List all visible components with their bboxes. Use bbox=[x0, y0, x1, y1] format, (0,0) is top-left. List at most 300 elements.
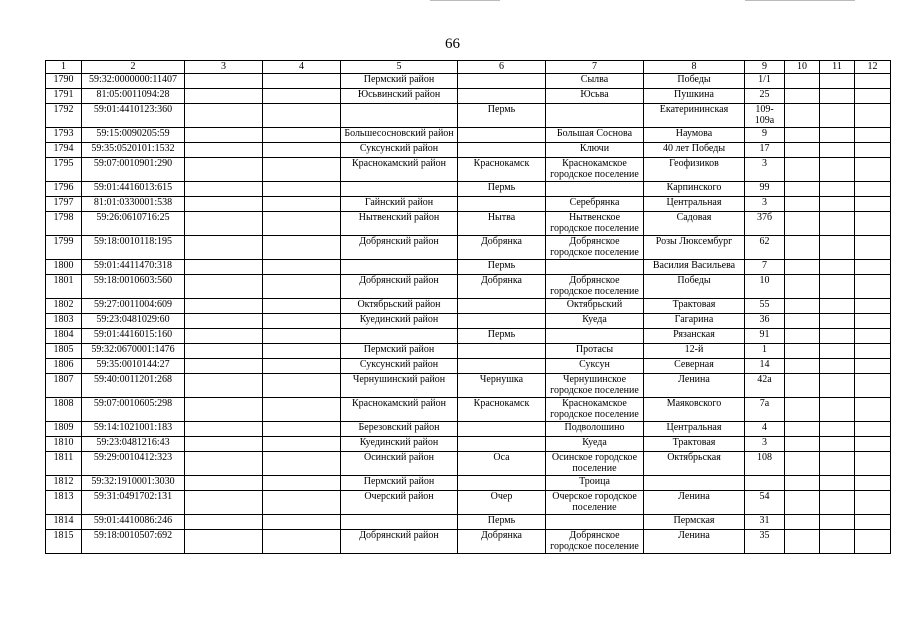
empty-cell bbox=[263, 452, 341, 476]
empty-cell bbox=[855, 143, 891, 158]
empty-cell bbox=[185, 422, 263, 437]
row-number-cell: 1793 bbox=[46, 128, 82, 143]
empty-cell bbox=[263, 422, 341, 437]
street-cell: Трактовая bbox=[644, 437, 745, 452]
house-number-cell: 1 bbox=[745, 344, 785, 359]
empty-cell bbox=[820, 212, 855, 236]
empty-cell bbox=[785, 182, 820, 197]
street-cell: Садовая bbox=[644, 212, 745, 236]
district-cell: Суксунский район bbox=[341, 359, 458, 374]
empty-cell bbox=[855, 374, 891, 398]
scan-top-line-left bbox=[430, 0, 500, 1]
empty-cell bbox=[185, 236, 263, 260]
column-header: 5 bbox=[341, 61, 458, 74]
empty-cell bbox=[263, 491, 341, 515]
empty-cell bbox=[855, 476, 891, 491]
city-cell: Очер bbox=[458, 491, 546, 515]
street-cell: Розы Люксембург bbox=[644, 236, 745, 260]
empty-cell bbox=[820, 260, 855, 275]
street-cell: Октябрьская bbox=[644, 452, 745, 476]
city-cell: Пермь bbox=[458, 260, 546, 275]
cadastral-number-cell: 59:27:0011004:609 bbox=[82, 299, 185, 314]
empty-cell bbox=[185, 314, 263, 329]
district-cell: Добрянский район bbox=[341, 275, 458, 299]
city-cell: Нытва bbox=[458, 212, 546, 236]
street-cell: Северная bbox=[644, 359, 745, 374]
district-cell: Пермский район bbox=[341, 74, 458, 89]
district-cell bbox=[341, 329, 458, 344]
empty-cell bbox=[263, 236, 341, 260]
empty-cell bbox=[263, 437, 341, 452]
table-row bbox=[46, 398, 891, 422]
empty-cell bbox=[185, 515, 263, 530]
empty-cell bbox=[785, 452, 820, 476]
empty-cell bbox=[820, 437, 855, 452]
street-cell: Маяковского bbox=[644, 398, 745, 422]
empty-cell bbox=[185, 491, 263, 515]
empty-cell bbox=[820, 515, 855, 530]
column-header: 8 bbox=[644, 61, 745, 74]
page-number: 66 bbox=[445, 36, 460, 52]
row-number-cell: 1811 bbox=[46, 452, 82, 476]
table-row bbox=[46, 74, 891, 89]
empty-cell bbox=[263, 89, 341, 104]
empty-cell bbox=[263, 197, 341, 212]
settlement-cell: Куеда bbox=[546, 314, 644, 329]
cadastral-number-cell: 59:23:0481029:60 bbox=[82, 314, 185, 329]
empty-cell bbox=[855, 275, 891, 299]
cadastral-number-cell: 59:32:0670001:1476 bbox=[82, 344, 185, 359]
column-header: 11 bbox=[820, 61, 855, 74]
settlement-cell: Очерское городское поселение bbox=[546, 491, 644, 515]
empty-cell bbox=[185, 212, 263, 236]
row-number-cell: 1790 bbox=[46, 74, 82, 89]
empty-cell bbox=[185, 374, 263, 398]
empty-cell bbox=[263, 476, 341, 491]
house-number-cell: 108 bbox=[745, 452, 785, 476]
empty-cell bbox=[263, 515, 341, 530]
row-number-cell: 1796 bbox=[46, 182, 82, 197]
row-number-cell: 1808 bbox=[46, 398, 82, 422]
street-cell: Рязанская bbox=[644, 329, 745, 344]
empty-cell bbox=[820, 182, 855, 197]
settlement-cell: Троица bbox=[546, 476, 644, 491]
settlement-cell: Сылва bbox=[546, 74, 644, 89]
empty-cell bbox=[785, 89, 820, 104]
house-number-cell: 3 bbox=[745, 437, 785, 452]
house-number-cell: 37б bbox=[745, 212, 785, 236]
empty-cell bbox=[185, 398, 263, 422]
settlement-cell: Октябрьский bbox=[546, 299, 644, 314]
street-cell: Карпинского bbox=[644, 182, 745, 197]
city-cell: Добрянка bbox=[458, 236, 546, 260]
empty-cell bbox=[785, 128, 820, 143]
empty-cell bbox=[820, 344, 855, 359]
table-row bbox=[46, 452, 891, 476]
settlement-cell: Ключи bbox=[546, 143, 644, 158]
cadastral-number-cell: 59:01:4410086:246 bbox=[82, 515, 185, 530]
empty-cell bbox=[185, 530, 263, 554]
street-cell: Геофизиков bbox=[644, 158, 745, 182]
city-cell: Чернушка bbox=[458, 374, 546, 398]
empty-cell bbox=[820, 197, 855, 212]
empty-cell bbox=[785, 491, 820, 515]
house-number-cell bbox=[745, 476, 785, 491]
empty-cell bbox=[855, 158, 891, 182]
empty-cell bbox=[785, 260, 820, 275]
cadastral-number-cell: 59:07:0010605:298 bbox=[82, 398, 185, 422]
empty-cell bbox=[785, 275, 820, 299]
house-number-cell: 3 bbox=[745, 197, 785, 212]
table-row bbox=[46, 260, 891, 275]
empty-cell bbox=[185, 275, 263, 299]
city-cell bbox=[458, 359, 546, 374]
empty-cell bbox=[785, 314, 820, 329]
house-number-cell: 55 bbox=[745, 299, 785, 314]
empty-cell bbox=[820, 530, 855, 554]
row-number-cell: 1815 bbox=[46, 530, 82, 554]
city-cell bbox=[458, 197, 546, 212]
house-number-cell: 109-109а bbox=[745, 104, 785, 128]
street-cell: Пермская bbox=[644, 515, 745, 530]
district-cell: Чернушинский район bbox=[341, 374, 458, 398]
empty-cell bbox=[185, 89, 263, 104]
empty-cell bbox=[185, 158, 263, 182]
settlement-cell: Юсьва bbox=[546, 89, 644, 104]
empty-cell bbox=[263, 275, 341, 299]
empty-cell bbox=[820, 275, 855, 299]
empty-cell bbox=[820, 128, 855, 143]
empty-cell bbox=[785, 197, 820, 212]
house-number-cell: 10 bbox=[745, 275, 785, 299]
cadastral-number-cell: 59:18:0010118:195 bbox=[82, 236, 185, 260]
street-cell: Центральная bbox=[644, 197, 745, 212]
column-header: 3 bbox=[185, 61, 263, 74]
table-row bbox=[46, 422, 891, 437]
settlement-cell: Суксун bbox=[546, 359, 644, 374]
settlement-cell: Серебрянка bbox=[546, 197, 644, 212]
settlement-cell bbox=[546, 329, 644, 344]
district-cell: Краснокамский район bbox=[341, 398, 458, 422]
city-cell bbox=[458, 299, 546, 314]
empty-cell bbox=[855, 197, 891, 212]
empty-cell bbox=[820, 299, 855, 314]
city-cell: Оса bbox=[458, 452, 546, 476]
settlement-cell: Куеда bbox=[546, 437, 644, 452]
empty-cell bbox=[785, 299, 820, 314]
table-row bbox=[46, 437, 891, 452]
city-cell: Добрянка bbox=[458, 530, 546, 554]
cadastral-number-cell: 59:01:4416015:160 bbox=[82, 329, 185, 344]
city-cell bbox=[458, 437, 546, 452]
empty-cell bbox=[185, 452, 263, 476]
row-number-cell: 1792 bbox=[46, 104, 82, 128]
cadastral-number-cell: 59:01:4411470:318 bbox=[82, 260, 185, 275]
empty-cell bbox=[855, 260, 891, 275]
cadastral-number-cell: 59:01:4416013:615 bbox=[82, 182, 185, 197]
district-cell: Пермский район bbox=[341, 476, 458, 491]
row-number-cell: 1802 bbox=[46, 299, 82, 314]
district-cell: Куединский район bbox=[341, 437, 458, 452]
empty-cell bbox=[263, 128, 341, 143]
table-row bbox=[46, 104, 891, 128]
cadastral-number-cell: 59:31:0491702:131 bbox=[82, 491, 185, 515]
district-cell: Куединский район bbox=[341, 314, 458, 329]
empty-cell bbox=[820, 452, 855, 476]
street-cell bbox=[644, 476, 745, 491]
house-number-cell: 25 bbox=[745, 89, 785, 104]
city-cell bbox=[458, 74, 546, 89]
empty-cell bbox=[785, 329, 820, 344]
empty-cell bbox=[785, 515, 820, 530]
empty-cell bbox=[785, 374, 820, 398]
cadastral-number-cell: 59:15:0090205:59 bbox=[82, 128, 185, 143]
row-number-cell: 1801 bbox=[46, 275, 82, 299]
empty-cell bbox=[785, 158, 820, 182]
empty-cell bbox=[855, 104, 891, 128]
street-cell: 12-й bbox=[644, 344, 745, 359]
city-cell bbox=[458, 128, 546, 143]
street-cell: Ленина bbox=[644, 491, 745, 515]
empty-cell bbox=[185, 197, 263, 212]
empty-cell bbox=[785, 422, 820, 437]
column-header: 9 bbox=[745, 61, 785, 74]
table-row bbox=[46, 89, 891, 104]
table-row bbox=[46, 530, 891, 554]
cadastral-number-cell: 59:32:1910001:3030 bbox=[82, 476, 185, 491]
empty-cell bbox=[263, 212, 341, 236]
empty-cell bbox=[263, 158, 341, 182]
empty-cell bbox=[785, 437, 820, 452]
district-cell: Очерский район bbox=[341, 491, 458, 515]
column-header: 12 bbox=[855, 61, 891, 74]
house-number-cell: 35 bbox=[745, 530, 785, 554]
table-row bbox=[46, 143, 891, 158]
empty-cell bbox=[785, 344, 820, 359]
column-header: 6 bbox=[458, 61, 546, 74]
house-number-cell: 3 bbox=[745, 158, 785, 182]
empty-cell bbox=[263, 143, 341, 158]
table-row bbox=[46, 299, 891, 314]
house-number-cell: 36 bbox=[745, 314, 785, 329]
city-cell bbox=[458, 314, 546, 329]
column-header: 4 bbox=[263, 61, 341, 74]
district-cell: Гайнский район bbox=[341, 197, 458, 212]
empty-cell bbox=[820, 143, 855, 158]
row-number-cell: 1795 bbox=[46, 158, 82, 182]
empty-cell bbox=[185, 359, 263, 374]
house-number-cell: 14 bbox=[745, 359, 785, 374]
cadastral-number-cell: 81:01:0330001:538 bbox=[82, 197, 185, 212]
street-cell: Победы bbox=[644, 275, 745, 299]
table-row bbox=[46, 182, 891, 197]
empty-cell bbox=[785, 104, 820, 128]
street-cell: 40 лет Победы bbox=[644, 143, 745, 158]
district-cell: Пермский район bbox=[341, 344, 458, 359]
settlement-cell: Нытвенское городское поселение bbox=[546, 212, 644, 236]
city-cell bbox=[458, 344, 546, 359]
street-cell: Екатерининская bbox=[644, 104, 745, 128]
empty-cell bbox=[263, 299, 341, 314]
house-number-cell: 91 bbox=[745, 329, 785, 344]
street-cell: Победы bbox=[644, 74, 745, 89]
empty-cell bbox=[855, 236, 891, 260]
cadastral-number-cell: 59:07:0010901:290 bbox=[82, 158, 185, 182]
street-cell: Ленина bbox=[644, 374, 745, 398]
table-row bbox=[46, 314, 891, 329]
row-number-cell: 1807 bbox=[46, 374, 82, 398]
empty-cell bbox=[855, 212, 891, 236]
settlement-cell: Краснокамское городское поселение bbox=[546, 158, 644, 182]
settlement-cell: Чернушинское городское поселение bbox=[546, 374, 644, 398]
empty-cell bbox=[820, 422, 855, 437]
row-number-cell: 1791 bbox=[46, 89, 82, 104]
settlement-cell bbox=[546, 260, 644, 275]
settlement-cell bbox=[546, 104, 644, 128]
house-number-cell: 99 bbox=[745, 182, 785, 197]
column-header: 2 bbox=[82, 61, 185, 74]
empty-cell bbox=[855, 74, 891, 89]
cadastral-number-cell: 59:35:0010144:27 bbox=[82, 359, 185, 374]
empty-cell bbox=[185, 182, 263, 197]
cadastral-number-cell: 59:29:0010412:323 bbox=[82, 452, 185, 476]
settlement-cell bbox=[546, 182, 644, 197]
row-number-cell: 1813 bbox=[46, 491, 82, 515]
city-cell bbox=[458, 143, 546, 158]
cadastral-number-cell: 59:14:1021001:183 bbox=[82, 422, 185, 437]
city-cell: Краснокамск bbox=[458, 158, 546, 182]
table-row bbox=[46, 374, 891, 398]
cadastral-number-cell: 59:40:0011201:268 bbox=[82, 374, 185, 398]
empty-cell bbox=[785, 143, 820, 158]
header-row bbox=[46, 61, 891, 74]
street-cell: Пушкина bbox=[644, 89, 745, 104]
empty-cell bbox=[263, 530, 341, 554]
district-cell: Юсьвинский район bbox=[341, 89, 458, 104]
cadastral-number-cell: 59:18:0010603:560 bbox=[82, 275, 185, 299]
row-number-cell: 1797 bbox=[46, 197, 82, 212]
district-cell: Березовский район bbox=[341, 422, 458, 437]
column-header: 10 bbox=[785, 61, 820, 74]
district-cell: Суксунский район bbox=[341, 143, 458, 158]
empty-cell bbox=[785, 212, 820, 236]
house-number-cell: 7 bbox=[745, 260, 785, 275]
empty-cell bbox=[263, 374, 341, 398]
empty-cell bbox=[263, 314, 341, 329]
district-cell bbox=[341, 182, 458, 197]
column-header: 1 bbox=[46, 61, 82, 74]
city-cell bbox=[458, 476, 546, 491]
city-cell bbox=[458, 89, 546, 104]
street-cell: Василия Васильева bbox=[644, 260, 745, 275]
row-number-cell: 1804 bbox=[46, 329, 82, 344]
empty-cell bbox=[820, 329, 855, 344]
table-row bbox=[46, 236, 891, 260]
street-cell: Гагарина bbox=[644, 314, 745, 329]
settlement-cell: Добрянское городское поселение bbox=[546, 236, 644, 260]
empty-cell bbox=[855, 299, 891, 314]
empty-cell bbox=[185, 437, 263, 452]
house-number-cell: 42а bbox=[745, 374, 785, 398]
empty-cell bbox=[855, 398, 891, 422]
empty-cell bbox=[185, 104, 263, 128]
table-row bbox=[46, 212, 891, 236]
house-number-cell: 9 bbox=[745, 128, 785, 143]
row-number-cell: 1798 bbox=[46, 212, 82, 236]
empty-cell bbox=[820, 314, 855, 329]
settlement-cell: Осинское городское поселение bbox=[546, 452, 644, 476]
cadastral-number-cell: 59:32:0000000:11407 bbox=[82, 74, 185, 89]
city-cell: Пермь bbox=[458, 104, 546, 128]
empty-cell bbox=[855, 515, 891, 530]
empty-cell bbox=[820, 74, 855, 89]
city-cell: Пермь bbox=[458, 329, 546, 344]
city-cell: Краснокамск bbox=[458, 398, 546, 422]
table-row bbox=[46, 491, 891, 515]
empty-cell bbox=[855, 359, 891, 374]
row-number-cell: 1799 bbox=[46, 236, 82, 260]
empty-cell bbox=[855, 128, 891, 143]
empty-cell bbox=[820, 359, 855, 374]
empty-cell bbox=[785, 236, 820, 260]
empty-cell bbox=[263, 398, 341, 422]
row-number-cell: 1800 bbox=[46, 260, 82, 275]
empty-cell bbox=[855, 437, 891, 452]
table-row bbox=[46, 128, 891, 143]
empty-cell bbox=[185, 74, 263, 89]
empty-cell bbox=[185, 143, 263, 158]
house-number-cell: 17 bbox=[745, 143, 785, 158]
settlement-cell: Подволошино bbox=[546, 422, 644, 437]
settlement-cell: Краснокамское городское поселение bbox=[546, 398, 644, 422]
settlement-cell: Протасы bbox=[546, 344, 644, 359]
district-cell: Добрянский район bbox=[341, 236, 458, 260]
empty-cell bbox=[820, 491, 855, 515]
row-number-cell: 1805 bbox=[46, 344, 82, 359]
table-row bbox=[46, 476, 891, 491]
empty-cell bbox=[855, 491, 891, 515]
empty-cell bbox=[785, 530, 820, 554]
street-cell: Трактовая bbox=[644, 299, 745, 314]
city-cell: Добрянка bbox=[458, 275, 546, 299]
city-cell: Пермь bbox=[458, 515, 546, 530]
empty-cell bbox=[855, 452, 891, 476]
city-cell: Пермь bbox=[458, 182, 546, 197]
table-row bbox=[46, 515, 891, 530]
empty-cell bbox=[263, 104, 341, 128]
street-cell: Наумова bbox=[644, 128, 745, 143]
district-cell: Большесосновский район bbox=[341, 128, 458, 143]
empty-cell bbox=[263, 260, 341, 275]
row-number-cell: 1794 bbox=[46, 143, 82, 158]
empty-cell bbox=[820, 158, 855, 182]
house-number-cell: 1/1 bbox=[745, 74, 785, 89]
house-number-cell: 7а bbox=[745, 398, 785, 422]
district-cell: Нытвенский район bbox=[341, 212, 458, 236]
empty-cell bbox=[185, 344, 263, 359]
table-row bbox=[46, 359, 891, 374]
settlement-cell: Добрянское городское поселение bbox=[546, 275, 644, 299]
empty-cell bbox=[855, 89, 891, 104]
empty-cell bbox=[820, 476, 855, 491]
house-number-cell: 54 bbox=[745, 491, 785, 515]
empty-cell bbox=[185, 260, 263, 275]
cadastral-number-cell: 59:35:0520101:1532 bbox=[82, 143, 185, 158]
district-cell bbox=[341, 515, 458, 530]
empty-cell bbox=[785, 398, 820, 422]
empty-cell bbox=[185, 299, 263, 314]
register-table bbox=[45, 60, 891, 554]
